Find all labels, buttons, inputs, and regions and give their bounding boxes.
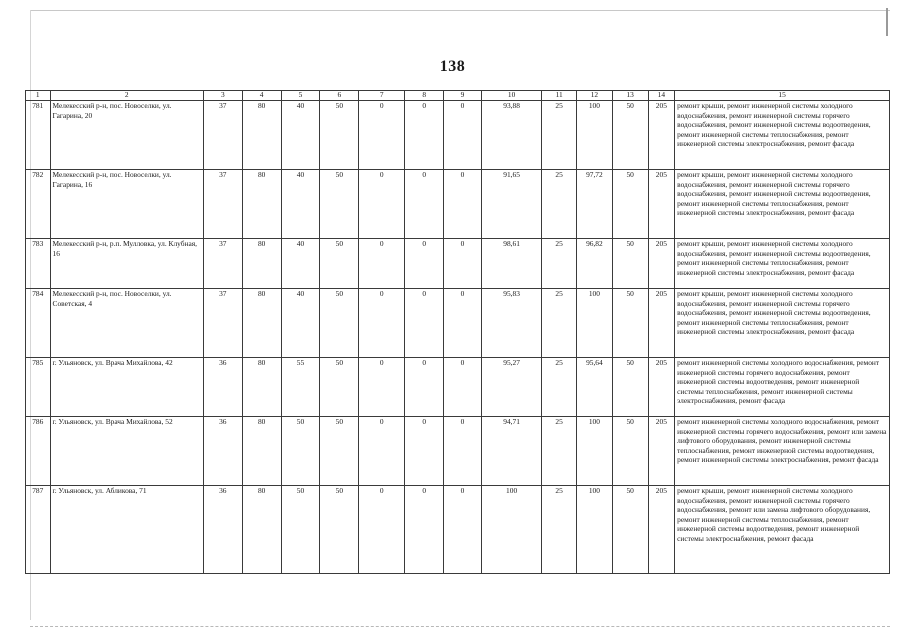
table-cell: 80 [242,417,281,486]
table-header-row [26,91,890,101]
column-header: 11 [542,91,577,101]
column-header: 7 [359,91,405,101]
works-list-cell: ремонт крыши, ремонт инженерной системы холодного водоснабжения, ремонт инженерной системы горячего водоснабжения, ремонт инженерной системы водоотведения, ремонт инженерной системы теплоснабжения, ремонт инженерной системы электроснабжения, ремонт фасада [675,170,890,239]
table-cell: 50 [320,289,359,358]
table-cell: 50 [320,101,359,170]
address-cell: г. Ульяновск, ул. Врача Михайлова, 52 [50,417,203,486]
row-number: 784 [26,289,51,358]
address-cell: г. Ульяновск, ул. Врача Михайлова, 42 [50,358,203,417]
page-bottom-edge [30,626,890,627]
table-cell: 80 [242,358,281,417]
table-cell: 25 [542,170,577,239]
table-cell: 91,65 [481,170,541,239]
table-cell: 100 [577,486,613,574]
table-cell: 205 [648,289,675,358]
table-cell: 0 [405,170,444,239]
table-cell: 100 [577,289,613,358]
table-cell: 55 [281,358,320,417]
row-number: 781 [26,101,51,170]
table-row [26,239,890,289]
works-list-cell: ремонт инженерной системы холодного водоснабжения, ремонт инженерной системы горячего водоснабжения, ремонт или замена лифтового оборудования, ремонт инженерной системы теплоснабжения, ремонт инженерной системы водоотведения, ремонт инженерной системы электроснабжения, ремонт фасада [675,417,890,486]
table-cell: 25 [542,486,577,574]
table-cell: 100 [577,417,613,486]
table-cell: 0 [359,170,405,239]
table-cell: 50 [612,289,648,358]
table-cell: 95,64 [577,358,613,417]
address-cell: Мелекесский р-н, пос. Новоселки, ул. Советская, 4 [50,289,203,358]
address-cell: Мелекесский р-н, пос. Новоселки, ул. Гагарина, 20 [50,101,203,170]
works-list-cell: ремонт крыши, ремонт инженерной системы холодного водоснабжения, ремонт инженерной системы горячего водоснабжения, ремонт инженерной системы водоотведения, ремонт инженерной системы теплоснабжения, ремонт инженерной системы электроснабжения, ремонт фасада [675,101,890,170]
table-cell: 25 [542,358,577,417]
column-header: 8 [405,91,444,101]
works-list-cell: ремонт инженерной системы холодного водоснабжения, ремонт инженерной системы горячего водоснабжения, ремонт инженерной системы водоотведения, ремонт инженерной системы теплоснабжения, ремонт инженерной системы электроснабжения, ремонт фасада [675,358,890,417]
works-list-cell: ремонт крыши, ремонт инженерной системы холодного водоснабжения, ремонт инженерной системы горячего водоснабжения, ремонт или замена лифтового оборудования, ремонт инженерной системы теплоснабжения, ремонт инженерной системы водоотведения, ремонт инженерной системы электроснабжения, ремонт фасада [675,486,890,574]
table-cell: 0 [444,170,482,239]
column-header: 9 [444,91,482,101]
table-cell: 80 [242,101,281,170]
table-cell: 80 [242,170,281,239]
address-cell: г. Ульяновск, ул. Абликова, 71 [50,486,203,574]
table-cell: 0 [359,289,405,358]
table-cell: 50 [320,358,359,417]
data-table [25,90,890,574]
table-cell: 25 [542,289,577,358]
table-cell: 50 [612,239,648,289]
table-cell: 205 [648,101,675,170]
column-header: 15 [675,91,890,101]
table-cell: 50 [281,417,320,486]
table-cell: 50 [320,486,359,574]
table-cell: 80 [242,239,281,289]
table-cell: 37 [203,170,242,239]
table-cell: 37 [203,289,242,358]
table-cell: 37 [203,239,242,289]
table-cell: 36 [203,486,242,574]
table-cell: 0 [405,289,444,358]
table-cell: 40 [281,170,320,239]
works-list-cell: ремонт крыши, ремонт инженерной системы холодного водоснабжения, ремонт инженерной системы горячего водоснабжения, ремонт инженерной системы водоотведения, ремонт инженерной системы теплоснабжения, ремонт инженерной системы электроснабжения, ремонт фасада [675,289,890,358]
table-cell: 0 [405,486,444,574]
table-cell: 50 [612,358,648,417]
table-cell: 80 [242,486,281,574]
table-cell: 0 [359,417,405,486]
table-cell: 205 [648,486,675,574]
table-cell: 205 [648,358,675,417]
table-cell: 95,83 [481,289,541,358]
table-cell: 205 [648,417,675,486]
page-scan-mark [886,8,888,36]
table-cell: 40 [281,101,320,170]
table-cell: 50 [612,417,648,486]
table-cell: 0 [444,101,482,170]
table-cell: 96,82 [577,239,613,289]
table-row [26,289,890,358]
address-cell: Мелекесский р-н, р.п. Мулловка, ул. Клубная, 16 [50,239,203,289]
table-cell: 50 [281,486,320,574]
column-header: 14 [648,91,675,101]
row-number: 782 [26,170,51,239]
table-cell: 97,72 [577,170,613,239]
table-cell: 50 [612,101,648,170]
table-cell: 0 [359,239,405,289]
table-cell: 100 [577,101,613,170]
row-number: 783 [26,239,51,289]
table-cell: 25 [542,239,577,289]
table-cell: 36 [203,417,242,486]
works-list-cell: ремонт крыши, ремонт инженерной системы холодного водоснабжения, ремонт инженерной системы водоотведения, ремонт инженерной системы теплоснабжения, ремонт инженерной системы электроснабжения, ремонт фасада [675,239,890,289]
table-cell: 50 [612,170,648,239]
column-header: 6 [320,91,359,101]
table-cell: 0 [405,101,444,170]
table-cell: 0 [405,239,444,289]
table-cell: 0 [444,239,482,289]
table-cell: 98,61 [481,239,541,289]
table-cell: 93,88 [481,101,541,170]
table-row [26,170,890,239]
table-cell: 40 [281,289,320,358]
column-header: 4 [242,91,281,101]
table-cell: 100 [481,486,541,574]
column-header: 3 [203,91,242,101]
table-cell: 50 [320,239,359,289]
table-cell: 50 [320,417,359,486]
table-cell: 37 [203,101,242,170]
page-number: 138 [439,58,466,75]
table-cell: 95,27 [481,358,541,417]
table-cell: 0 [359,101,405,170]
table-cell: 0 [444,358,482,417]
table-row [26,358,890,417]
table-cell: 50 [612,486,648,574]
address-cell: Мелекесский р-н, пос. Новоселки, ул. Гагарина, 16 [50,170,203,239]
table-cell: 0 [444,417,482,486]
table-cell: 0 [359,358,405,417]
table-cell: 80 [242,289,281,358]
table-cell: 36 [203,358,242,417]
column-header: 12 [577,91,613,101]
row-number: 786 [26,417,51,486]
row-number: 785 [26,358,51,417]
table-cell: 94,71 [481,417,541,486]
table-cell: 0 [405,358,444,417]
page-top-edge [30,10,890,11]
table-row [26,101,890,170]
column-header: 5 [281,91,320,101]
table-cell: 50 [320,170,359,239]
table-cell: 205 [648,170,675,239]
table-row [26,417,890,486]
column-header: 13 [612,91,648,101]
table-row [26,486,890,574]
column-header: 1 [26,91,51,101]
table-cell: 0 [405,417,444,486]
table-cell: 40 [281,239,320,289]
table-cell: 0 [359,486,405,574]
table-cell: 0 [444,289,482,358]
table-cell: 25 [542,417,577,486]
table-cell: 25 [542,101,577,170]
column-header: 10 [481,91,541,101]
table-cell: 0 [444,486,482,574]
column-header: 2 [50,91,203,101]
table-cell: 205 [648,239,675,289]
row-number: 787 [26,486,51,574]
